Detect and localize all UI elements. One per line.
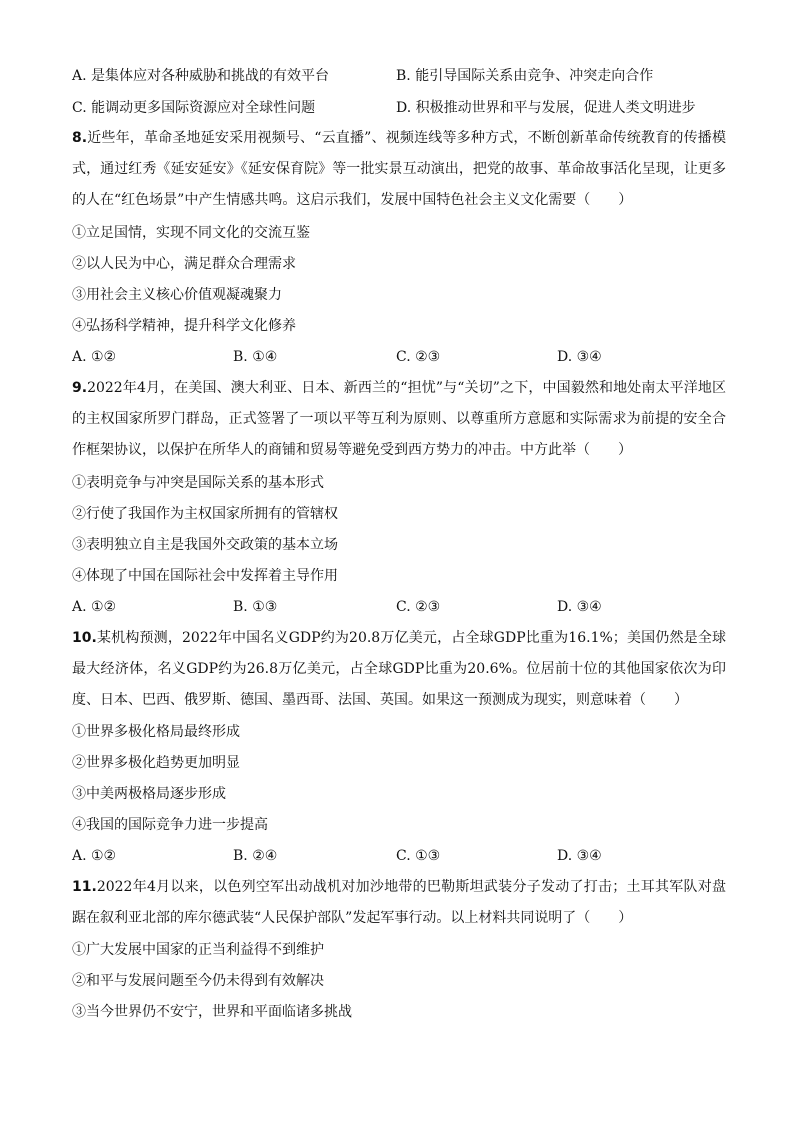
question-9-stem [72,373,726,467]
answer-option-b: B. ②④ [233,848,278,864]
question-10-stem [72,623,726,717]
answer-option-c: C. ①③ [396,848,441,864]
question-number: 8. [72,130,88,146]
question-8-stem [72,123,726,217]
answer-option-c: C. ②③ [396,349,441,365]
statement-3: ③中美两极格局逐步形成 [72,786,226,802]
answer-option-d: D. ③④ [557,848,602,864]
statement-2: ②以人民为中心，满足群众合理需求 [72,256,296,272]
answer-option-a: A. ①② [72,349,117,365]
statement-4: ④体现了中国在国际社会中发挥着主导作用 [72,568,338,584]
statement-3: ③当今世界仍不安宁，世界和平面临诸多挑战 [72,1004,352,1020]
option-c: C. 能调动更多国际资源应对全球性问题 [72,100,316,116]
answer-option-a: A. ①② [72,599,117,615]
question-number: 9. [72,380,88,396]
answer-option-d: D. ③④ [557,599,602,615]
question-number: 11. [72,879,97,895]
question-text: 2022年4月以来，以色列空军出动战机对加沙地带的巴勒斯坦武装分子发动了打击；土耳其军队对盘踞在叙利亚北部的库尔德武装“人民保护部队”发起军事行动。以上材料共同说明了（ ） [72,879,726,927]
option-b: B. 能引导国际关系由竞争、冲突走向合作 [396,68,654,84]
statement-1: ①表明竞争与冲突是国际关系的基本形式 [72,475,324,491]
statement-2: ②世界多极化趋势更加明显 [72,755,240,771]
answer-option-a: A. ①② [72,848,117,864]
statement-4: ④弘扬科学精神，提升科学文化修养 [72,318,296,334]
option-d: D. 积极推动世界和平与发展，促进人类文明进步 [396,100,696,116]
option-a: A. 是集体应对各种威胁和挑战的有效平台 [72,68,330,84]
answer-option-c: C. ②③ [396,599,441,615]
statement-2: ②和平与发展问题至今仍未得到有效解决 [72,973,324,989]
question-text: 某机构预测，2022年中国名义GDP约为20.8万亿美元，占全球GDP比重为16.1%；美国仍然是全球最大经济体，名义GDP约为26.8万亿美元，占全球GDP比重为20.6%。位居前十位的其他国家依次为印度、日本、巴西、俄罗斯、德国、墨西哥、法国、英国。如果这一预测成为现实，则意味着（ ） [72,630,726,709]
statement-3: ③表明独立自主是我国外交政策的基本立场 [72,537,338,553]
statement-1: ①世界多极化格局最终形成 [72,724,240,740]
question-11-stem [72,872,726,934]
statement-1: ①广大发展中国家的正当利益得不到维护 [72,942,324,958]
answer-option-b: B. ①③ [233,599,278,615]
question-number: 10. [72,630,97,646]
question-text: 近些年，革命圣地延安采用视频号、“云直播”、视频连线等多种方式，不断创新革命传统教育的传播模式，通过红秀《延安延安》《延安保育院》等一批实景互动演出，把党的故事、革命故事活化呈现，让更多的人在“红色场景”中产生情感共鸣。这启示我们，发展中国特色社会主义文化需要（ ） [72,130,726,209]
statement-2: ②行使了我国作为主权国家所拥有的管辖权 [72,506,338,522]
answer-option-b: B. ①④ [233,349,278,365]
statement-1: ①立足国情，实现不同文化的交流互鉴 [72,225,310,241]
statement-4: ④我国的国际竞争力进一步提高 [72,817,268,833]
statement-3: ③用社会主义核心价值观凝魂聚力 [72,287,282,303]
question-text: 2022年4月，在美国、澳大利亚、日本、新西兰的“担忧”与“关切”之下，中国毅然和地处南太平洋地区的主权国家所罗门群岛，正式签署了一项以平等互利为原则、以尊重所方意愿和实际需求为前提的安全合作框架协议，以保护在所华人的商铺和贸易等避免受到西方势力的冲击。中方此举（ ） [72,380,726,459]
answer-option-d: D. ③④ [557,349,602,365]
